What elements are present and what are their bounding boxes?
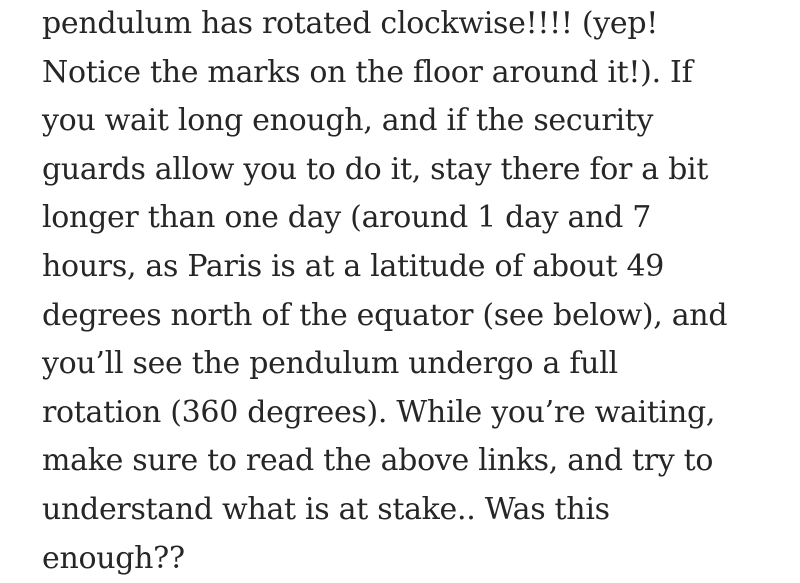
paragraph-line: rotation (360 degrees). While you’re waiting,: [42, 394, 716, 430]
paragraph-line: pendulum has rotated clockwise!!!! (yep!: [42, 6, 659, 41]
paragraph-line: enough??: [42, 540, 185, 576]
paragraph-line: longer than one day (around 1 day and 7: [42, 200, 652, 236]
paragraph-line: Notice the marks on the floor around it!). If: [42, 54, 693, 90]
paragraph-line: make sure to read the above links, and try to: [42, 443, 714, 479]
paragraph-line: you’ll see the pendulum undergo a full: [42, 346, 618, 382]
paragraph-line: guards allow you to do it, stay there for a bit: [42, 151, 709, 187]
article-body: [42, 0, 782, 583]
paragraph-line: hours, as Paris is at a latitude of about 49: [42, 248, 665, 284]
paragraph-line: understand what is at stake.. Was this: [42, 491, 610, 527]
paragraph-line: degrees north of the equator (see below), and: [42, 297, 728, 333]
paragraph-line: you wait long enough, and if the security: [42, 103, 654, 139]
